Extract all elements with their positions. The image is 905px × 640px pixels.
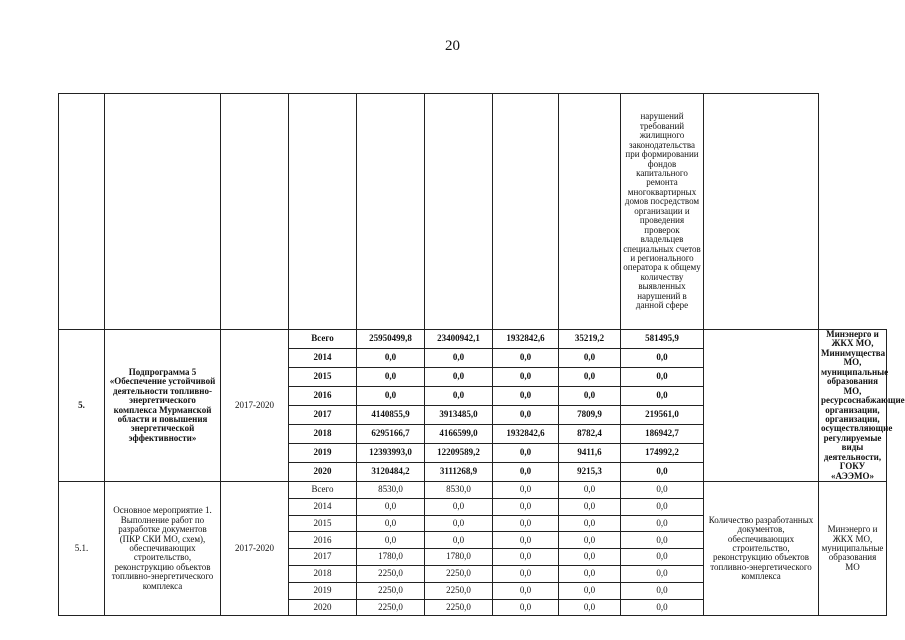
total-cell: 6295166,7 xyxy=(357,425,425,444)
total-cell: 3120484,2 xyxy=(357,463,425,482)
source2-cell: 0,0 xyxy=(493,368,559,387)
source1-cell: 0,0 xyxy=(425,498,493,515)
total-cell: 0,0 xyxy=(357,368,425,387)
source1-cell: 3913485,0 xyxy=(425,406,493,425)
page-number: 20 xyxy=(445,38,460,54)
total-cell: 0,0 xyxy=(357,387,425,406)
year-cell: 2014 xyxy=(289,498,357,515)
source4-cell: 186942,7 xyxy=(621,425,704,444)
total-cell: 2250,0 xyxy=(357,599,425,616)
source1-cell: 3111268,9 xyxy=(425,463,493,482)
source1-cell: 1780,0 xyxy=(425,549,493,566)
year-cell: 2018 xyxy=(289,565,357,582)
source2-cell: 1932842,6 xyxy=(493,330,559,349)
year-cell: 2020 xyxy=(289,599,357,616)
source1-cell: 23400942,1 xyxy=(425,330,493,349)
cont-c3-cell xyxy=(559,94,621,330)
cont-period-cell xyxy=(221,94,289,330)
source2-cell: 0,0 xyxy=(493,349,559,368)
year-cell: 2017 xyxy=(289,406,357,425)
source2-cell: 0,0 xyxy=(493,599,559,616)
cont-name-cell xyxy=(105,94,221,330)
continuation-row xyxy=(59,94,887,330)
responsible-cell: Минэнерго и ЖКХ МО, муниципальные образования МО xyxy=(819,482,887,616)
source4-cell: 0,0 xyxy=(621,482,704,499)
source3-cell: 0,0 xyxy=(559,599,621,616)
source2-cell: 0,0 xyxy=(493,582,559,599)
source3-cell: 0,0 xyxy=(559,368,621,387)
source2-cell: 0,0 xyxy=(493,406,559,425)
program-table xyxy=(58,93,905,616)
source2-cell: 0,0 xyxy=(493,515,559,532)
indicator-cell xyxy=(704,330,819,482)
cont-c1-cell xyxy=(425,94,493,330)
source4-cell: 0,0 xyxy=(621,498,704,515)
source1-cell: 0,0 xyxy=(425,532,493,549)
section-period: 2017-2020 xyxy=(221,482,289,616)
source4-cell: 0,0 xyxy=(621,368,704,387)
source4-cell: 0,0 xyxy=(621,387,704,406)
table-row xyxy=(59,482,887,499)
source2-cell: 0,0 xyxy=(493,549,559,566)
total-cell: 12393993,0 xyxy=(357,444,425,463)
source2-cell: 0,0 xyxy=(493,444,559,463)
section-name: Основное мероприятие 1. Выполнение работ по разработке документов (ПКР СКИ МО, схем), обеспечивающих строительство, реконструкцию объектов топливно-энергетического комплекса xyxy=(105,482,221,616)
source3-cell: 0,0 xyxy=(559,482,621,499)
total-cell: 1780,0 xyxy=(357,549,425,566)
source3-cell: 0,0 xyxy=(559,387,621,406)
cont-responsible-cell xyxy=(704,94,819,330)
total-cell: 2250,0 xyxy=(357,565,425,582)
total-cell: 25950499,8 xyxy=(357,330,425,349)
source4-cell: 0,0 xyxy=(621,515,704,532)
cont-c2-cell xyxy=(493,94,559,330)
source2-cell: 0,0 xyxy=(493,482,559,499)
table-row xyxy=(59,330,887,349)
source3-cell: 0,0 xyxy=(559,498,621,515)
source3-cell: 35219,2 xyxy=(559,330,621,349)
source3-cell: 9215,3 xyxy=(559,463,621,482)
total-cell: 0,0 xyxy=(357,515,425,532)
source4-cell: 0,0 xyxy=(621,549,704,566)
source1-cell: 8530,0 xyxy=(425,482,493,499)
source1-cell: 2250,0 xyxy=(425,565,493,582)
total-cell: 8530,0 xyxy=(357,482,425,499)
source3-cell: 0,0 xyxy=(559,582,621,599)
year-cell: 2020 xyxy=(289,463,357,482)
source4-cell: 0,0 xyxy=(621,532,704,549)
source2-cell: 0,0 xyxy=(493,565,559,582)
year-cell: 2017 xyxy=(289,549,357,566)
responsible-cell: Минэнерго и ЖКХ МО, Минимущества МО, муниципальные образования МО, ресурсоснабжающие организации, организации, осуществляющие регулируемые виды деятельности, ГОКУ «АЭЭМО» xyxy=(819,330,887,482)
year-cell: 2014 xyxy=(289,349,357,368)
indicator-cell: Количество разработанных документов, обеспечивающих строительство, реконструкцию объектов топливно-энергетического комплекса xyxy=(704,482,819,616)
source1-cell: 0,0 xyxy=(425,515,493,532)
cont-indicator-cell: нарушений требований жилищного законодательства при формировании фондов капитального ремонта многоквартирных домов посредством организации и проведения проверок владельцев специальных счетов и регионального оператора к общему количеству выявленных нарушений в данной сфере xyxy=(621,94,704,330)
source2-cell: 1932842,6 xyxy=(493,425,559,444)
source4-cell: 0,0 xyxy=(621,349,704,368)
source2-cell: 0,0 xyxy=(493,498,559,515)
year-cell: 2015 xyxy=(289,368,357,387)
source3-cell: 0,0 xyxy=(559,532,621,549)
year-cell: 2019 xyxy=(289,582,357,599)
source1-cell: 2250,0 xyxy=(425,582,493,599)
section-number: 5. xyxy=(59,330,105,482)
source4-cell: 0,0 xyxy=(621,463,704,482)
source4-cell: 174992,2 xyxy=(621,444,704,463)
total-cell: 2250,0 xyxy=(357,582,425,599)
source3-cell: 0,0 xyxy=(559,565,621,582)
total-cell: 0,0 xyxy=(357,532,425,549)
section-number: 5.1. xyxy=(59,482,105,616)
section-period: 2017-2020 xyxy=(221,330,289,482)
source1-cell: 12209589,2 xyxy=(425,444,493,463)
cont-total-cell xyxy=(357,94,425,330)
total-cell: 4140855,9 xyxy=(357,406,425,425)
source2-cell: 0,0 xyxy=(493,387,559,406)
source3-cell: 0,0 xyxy=(559,349,621,368)
source4-cell: 0,0 xyxy=(621,565,704,582)
source3-cell: 0,0 xyxy=(559,549,621,566)
source1-cell: 0,0 xyxy=(425,368,493,387)
year-cell: 2015 xyxy=(289,515,357,532)
source1-cell: 2250,0 xyxy=(425,599,493,616)
source3-cell: 0,0 xyxy=(559,515,621,532)
total-cell: 0,0 xyxy=(357,349,425,368)
source1-cell: 4166599,0 xyxy=(425,425,493,444)
year-cell: 2016 xyxy=(289,532,357,549)
cont-number-cell xyxy=(59,94,105,330)
source1-cell: 0,0 xyxy=(425,349,493,368)
source3-cell: 7809,9 xyxy=(559,406,621,425)
source3-cell: 8782,4 xyxy=(559,425,621,444)
year-cell: 2016 xyxy=(289,387,357,406)
year-cell: 2018 xyxy=(289,425,357,444)
year-cell: 2019 xyxy=(289,444,357,463)
source4-cell: 0,0 xyxy=(621,582,704,599)
source1-cell: 0,0 xyxy=(425,387,493,406)
source4-cell: 219561,0 xyxy=(621,406,704,425)
source4-cell: 0,0 xyxy=(621,599,704,616)
source3-cell: 9411,6 xyxy=(559,444,621,463)
section-name: Подпрограмма 5 «Обеспечение устойчивой деятельности топливно-энергетического комплекса Мурманской области и повышения энергетической эффективности» xyxy=(105,330,221,482)
source4-cell: 581495,9 xyxy=(621,330,704,349)
cont-year-cell xyxy=(289,94,357,330)
year-cell: Всего xyxy=(289,330,357,349)
source2-cell: 0,0 xyxy=(493,532,559,549)
source2-cell: 0,0 xyxy=(493,463,559,482)
year-cell: Всего xyxy=(289,482,357,499)
total-cell: 0,0 xyxy=(357,498,425,515)
